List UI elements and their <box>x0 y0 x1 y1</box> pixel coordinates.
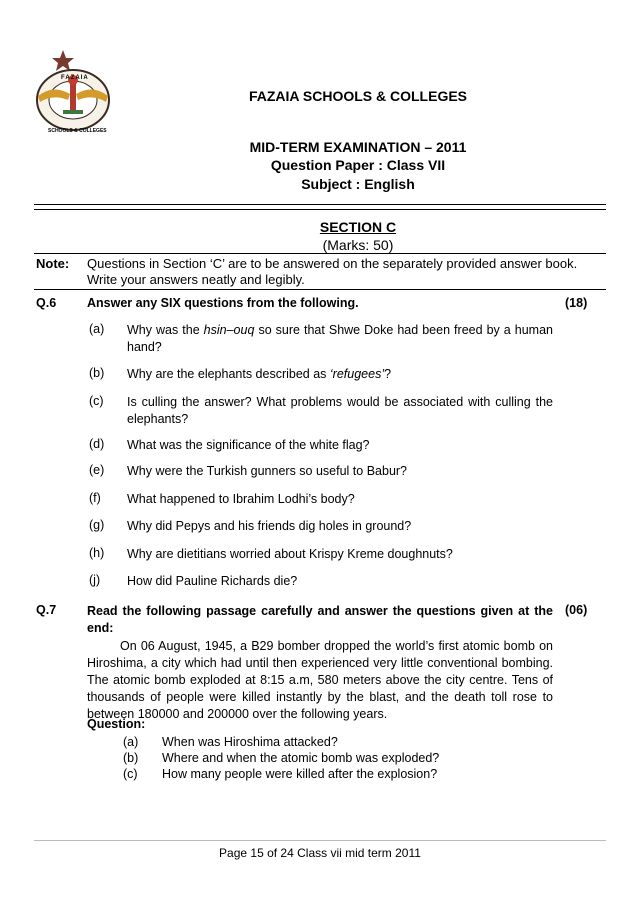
q6-item-b-text <box>127 366 553 383</box>
q6-item-f-text: What happened to Ibrahim Lodhi’s body? <box>127 492 355 506</box>
question-6-number: Q.6 <box>36 296 57 310</box>
q6-item-h-text: Why are dietitians worried about Krispy Kreme doughnuts? <box>127 547 453 561</box>
paper-title: Question Paper : Class VII <box>270 157 446 173</box>
q7-question-b-label: (b) <box>123 751 139 765</box>
footer-text: Page 15 of 24 Class vii mid term 2011 <box>219 846 421 860</box>
q7-question-a-label: (a) <box>123 735 139 749</box>
note-rule-bottom <box>34 289 606 290</box>
q6-item-b-post: ? <box>384 367 392 381</box>
q6-item-b-label: (b) <box>89 366 105 380</box>
header-rule-bottom <box>34 209 606 210</box>
school-logo <box>28 48 118 134</box>
q6-item-a-text <box>127 322 553 356</box>
subject-title: Subject : English <box>301 176 415 192</box>
q6-item-g-label: (g) <box>89 518 105 532</box>
section-marks: (Marks: 50) <box>322 237 394 253</box>
header-rule-top <box>34 204 606 205</box>
note-rule-top <box>34 253 606 254</box>
q6-item-j-label: (j) <box>89 573 101 587</box>
q7-question-a-text: When was Hiroshima attacked? <box>162 735 338 749</box>
note-label: Note: <box>36 256 70 271</box>
q6-item-j-text: How did Pauline Richards die? <box>127 574 298 588</box>
school-logo-emblem <box>28 48 118 134</box>
q6-item-b-em: ‘refugees’ <box>329 367 385 381</box>
q6-item-d-text: What was the significance of the white flag? <box>127 438 370 452</box>
q6-item-d-label: (d) <box>89 437 105 451</box>
q7-question-c-label: (c) <box>123 767 138 781</box>
q6-item-a-post: so sure that Shwe Doke had been freed by a human hand? <box>127 323 553 354</box>
note-line-1: Questions in Section ‘C’ are to be answered on the separately provided answer book. <box>87 256 578 271</box>
q6-item-a-em: hsin–ouq <box>203 323 255 337</box>
exam-title: MID-TERM EXAMINATION – 2011 <box>249 139 467 155</box>
q6-item-c-label: (c) <box>89 394 104 408</box>
q6-item-f-label: (f) <box>89 491 101 505</box>
q6-item-a-label: (a) <box>89 322 105 336</box>
q7-question-b-text: Where and when the atomic bomb was exploded? <box>162 751 440 765</box>
question-6-text: Answer any SIX questions from the following. <box>87 296 359 310</box>
q6-item-b-pre: Why are the elephants described as <box>127 367 330 381</box>
question-7-text: Read the following passage carefully and answer the questions given at the end: <box>87 604 553 635</box>
question-7-question-label: Question: <box>87 717 146 731</box>
school-name: FAZAIA SCHOOLS & COLLEGES <box>248 88 468 104</box>
q6-item-g-text: Why did Pepys and his friends dig holes in ground? <box>127 519 412 533</box>
q6-item-e-label: (e) <box>89 463 105 477</box>
question-7-number: Q.7 <box>36 603 57 617</box>
question-7-passage: On 06 August, 1945, a B29 bomber dropped the world’s first atomic bomb on Hiroshima, a city which had until then experienced very little conventional bombing. The atomic bomb exploded at 8:15 a.m, 580 meters above the city centre. Tens of thousands of people were killed instantly by the blast, and the death toll rose to between 180000 and 200000 over the following years. <box>87 639 553 721</box>
logo-text-bottom: SCHOOLS & COLLEGES <box>48 128 107 134</box>
q6-item-a-pre: Why was the <box>127 323 204 337</box>
section-title: SECTION C <box>319 219 397 235</box>
q6-item-h-label: (h) <box>89 546 105 560</box>
q6-item-e-text: Why were the Turkish gunners so useful to Babur? <box>127 464 408 478</box>
note-line-2: Write your answers neatly and legibly. <box>87 272 305 287</box>
q6-item-c-text: Is culling the answer? What problems would be associated with culling the elephants? <box>127 395 553 426</box>
footer-rule <box>34 840 606 841</box>
question-6-marks: (18) <box>565 296 588 310</box>
logo-text-top: FAZAIA <box>61 75 89 81</box>
question-7-marks: (06) <box>565 603 588 617</box>
q7-question-c-text: How many people were killed after the explosion? <box>162 767 438 781</box>
